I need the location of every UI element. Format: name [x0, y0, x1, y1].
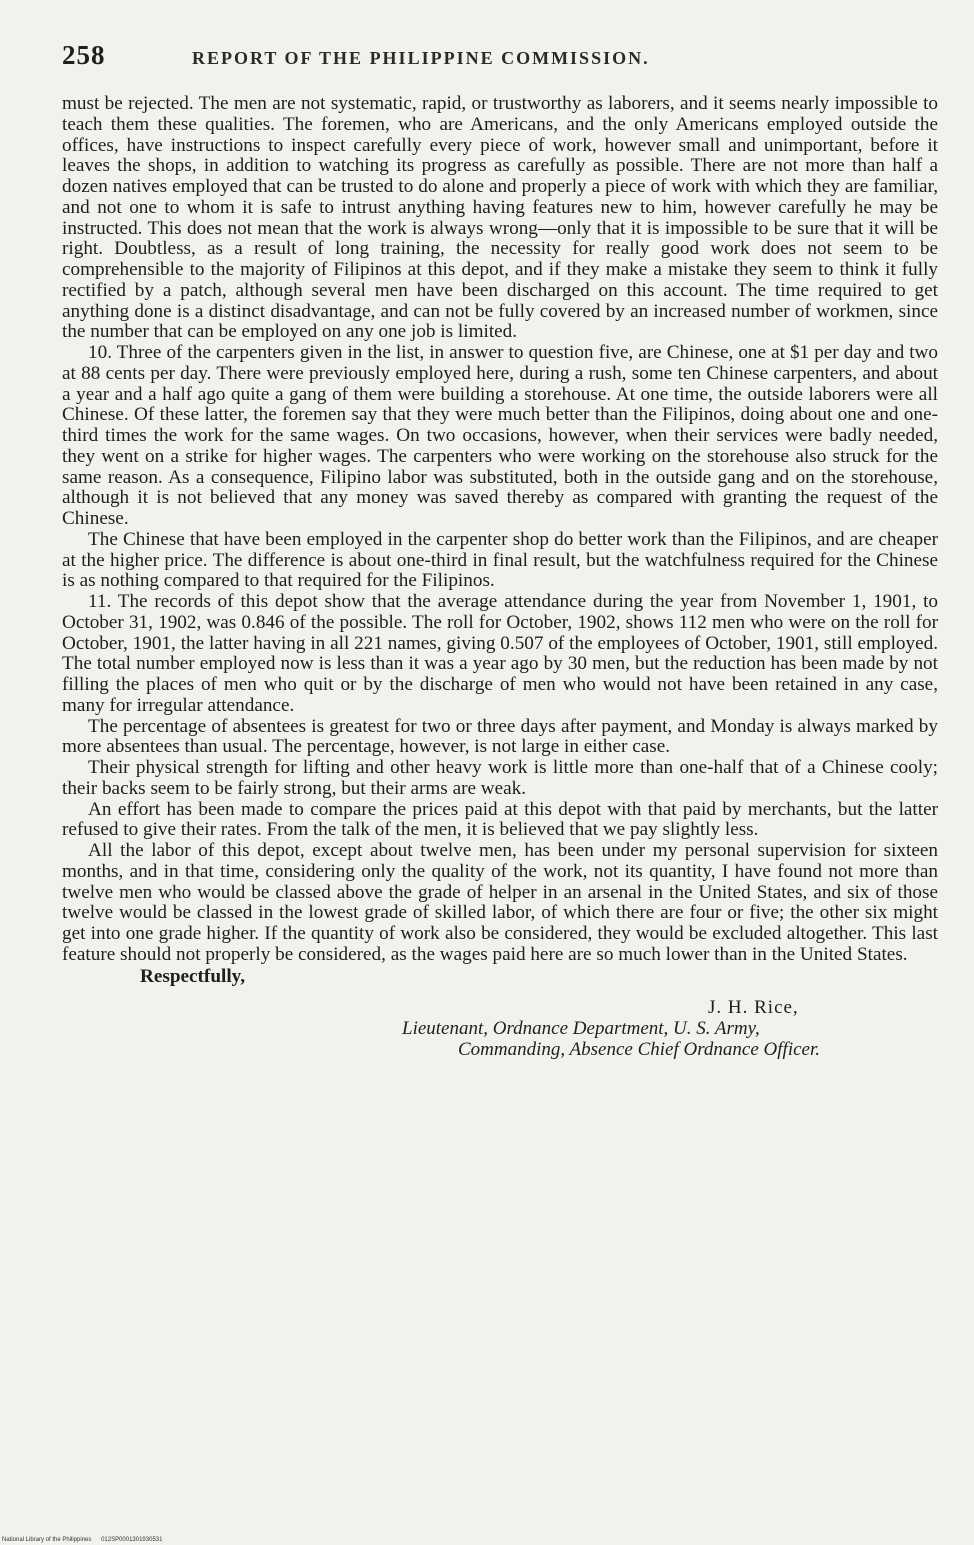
paragraph: Their physical strength for lifting and other heavy work is little more than one-half that of a Chinese cooly; their backs seem to be fairly strong, but their arms are weak.	[62, 757, 938, 799]
library-credit: National Library of the Philippines	[2, 1537, 92, 1543]
signature-title: Lieutenant, Ordnance Department, U. S. Army,	[402, 1017, 760, 1039]
paragraph: 11. The records of this depot show that the average attendance during the year from November 1, 1901, to October 31, 1902, was 0.846 of the possible. The roll for October, 1902, shows 112 men who were on the roll for October, 1901, the latter having in all 221 names, giving 0.507 of the employees of October, 1901, still employed. The total number employed now is less than it was a year ago by 30 men, but the reduction has been made by not filling the places of men who quit or by the discharge of men who would not have been retained in any case, many for irregular attendance.	[62, 591, 938, 716]
page-number: 258	[62, 40, 106, 70]
signature-title-second-line: Commanding, Absence Chief Ordnance Officer.	[458, 1038, 821, 1060]
paragraph: The Chinese that have been employed in the carpenter shop do better work than the Filipinos, and are cheaper at the higher price. The difference is about one-third in final result, but the watchfulness required for the Chinese is as nothing compared to that required for the Filipinos.	[62, 528, 938, 592]
paragraph: 10. Three of the carpenters given in the list, in answer to question five, are Chinese, one at $1 per day and two at 88 cents per day. There were previously employed here, during a rush, some ten Chinese carpenters, and about a year and a half ago quite a gang of them were building a storehouse. At one time, the outside laborers were all Chinese. Of these latter, the foremen say that they were much better than the Filipinos, doing about one and one-third times the work for the same wages. On two occasions, however, when their services were badly needed, they went on a strike for higher wages. The carpenters who were working on the storehouse also struck for the same reason. As a consequence, Filipino labor was substituted, both in the outside gang and on the storehouse, although it is not believed that any money was saved thereby as compared with granting the request of the Chinese.	[62, 342, 938, 529]
paragraph: must be rejected. The men are not systematic, rapid, or trustworthy as laborers, and it seems nearly impossible to teach them these qualities. The foremen, who are Americans, and the only Americans employed outside the offices, have instructions to inspect carefully every piece of work, however small and unimportant, before it leaves the shops, in addition to watching its progress as carefully as possible. There are not more than half a dozen natives employed that can be trusted to do alone and properly a piece of work with which they are familiar, and not one to whom it is safe to intrust anything having features new to him, however carefully he may be instructed. This does not mean that the work is always wrong—only that it is impossible to be sure that it will be right. Doubtless, as a result of long training, the necessity for really good work does not seem to be comprehensible to the majority of Filipinos at this depot, and if they make a mistake they seem to think it fully rectified by a patch, although several men have been discharged on this account. The time required to get anything done is a distinct disadvantage, and can not be fully covered by an increased number of workmen, since the number that can be employed on any one job is limited.	[62, 93, 938, 343]
signature-block	[62, 997, 938, 1060]
paragraph: All the labor of this depot, except about twelve men, has been under my personal supervision for sixteen months, and in that time, considering only the quality of the work, not its quantity, I have found not more than twelve men who would be classed above the grade of helper in an arsenal in the United States, and six of those twelve would be classed in the lowest grade of skilled labor, of which there are four or five; the other six might get into one grade higher. If the quantity of work also be considered, they would be excluded altogether. This last feature should not properly be considered, as the wages paid here are so much lower than in the United States.	[62, 840, 938, 965]
closing-salutation: Respectfully,	[140, 965, 245, 987]
page-header	[62, 40, 938, 84]
paragraph: The percentage of absentees is greatest for two or three days after payment, and Monday is always marked by more absentees than usual. The percentage, however, is not large in either case.	[62, 715, 938, 758]
scan-footer	[2, 1537, 170, 1543]
paragraph: An effort has been made to compare the prices paid at this depot with that paid by merchants, but the latter refused to give their rates. From the talk of the men, it is believed that we pay slightly less.	[62, 798, 938, 841]
scan-id: 012SP0001301930531	[101, 1537, 163, 1543]
body-text	[62, 94, 938, 966]
document-page	[62, 40, 938, 1060]
running-head: REPORT OF THE PHILIPPINE COMMISSION.	[192, 48, 650, 68]
signature-name: J. H. Rice,	[708, 996, 799, 1018]
